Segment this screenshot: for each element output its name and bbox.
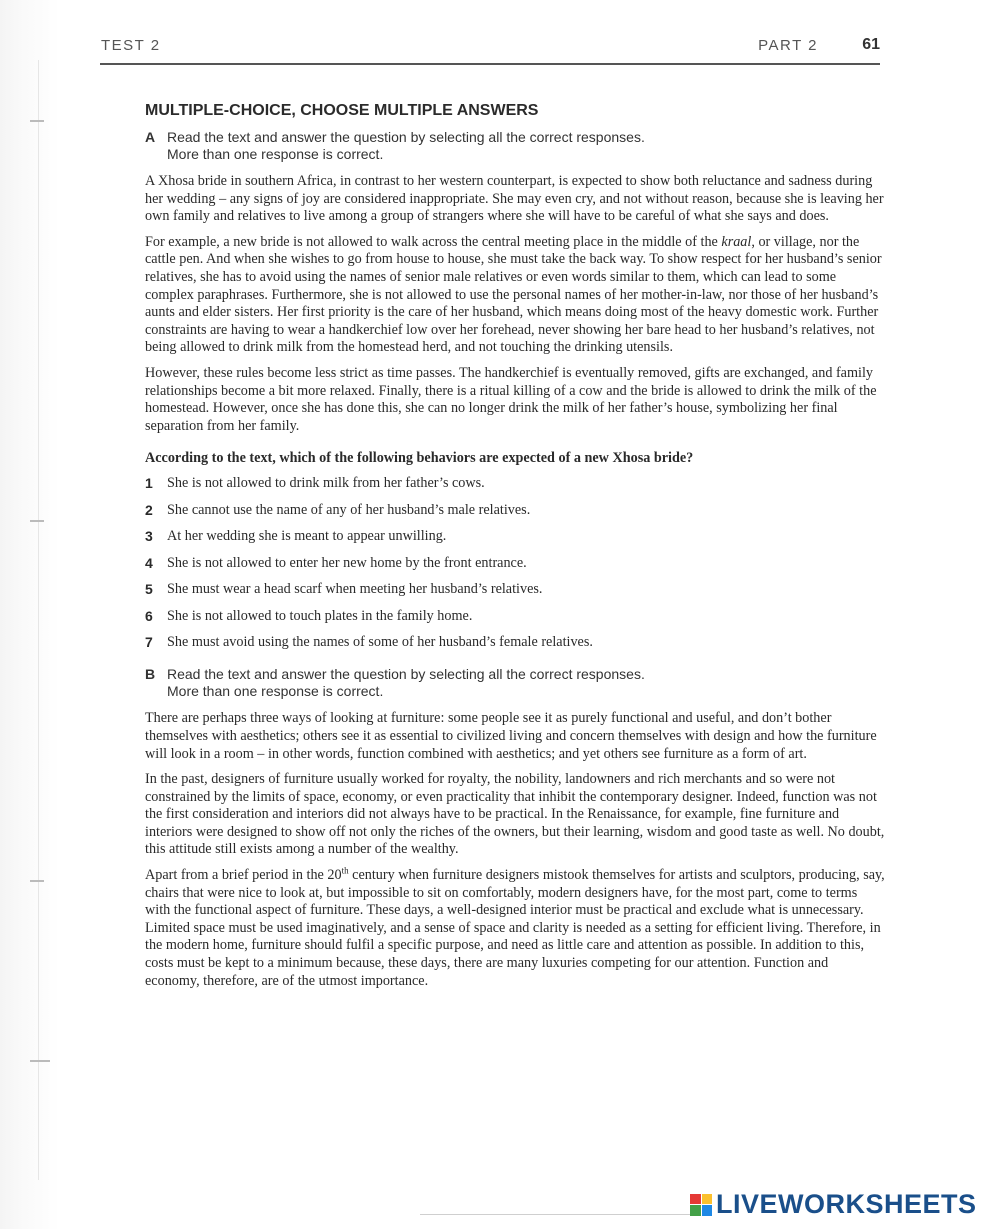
answer-option[interactable]	[145, 501, 885, 519]
watermark-text: LIVEWORKSHEETS	[716, 1189, 977, 1219]
task-a-paragraph-3: However, these rules become less strict as time passes. The handkerchief is eventually removed, gifts are exchanged, and family relationships become a bit more relaxed. Finally, there is a ritual killing of a cow and the bride is allowed to drink the milk of the homestead. However, once she has done this, she can no longer drink the milk of her father’s house, symbolizing her final separation from her family.	[145, 364, 877, 434]
spine-mark	[30, 1060, 50, 1062]
task-a-paragraph-1: A Xhosa bride in southern Africa, in contrast to her western counterpart, is expected to show both reluctance and sadness during her wedding – any signs of joy are considered inappropriate. She may even cry, and not without reason, because she is leaving her own family and relatives to live among a group of strangers where she will have to be careful of what she says and does.	[145, 173, 884, 225]
footer-rule	[420, 1214, 690, 1215]
option-text: At her wedding she is meant to appear unwilling.	[167, 528, 447, 545]
task-a-instruction-text	[167, 129, 645, 163]
logo-square	[690, 1205, 701, 1216]
logo-square	[702, 1205, 713, 1216]
option-number: 1	[145, 475, 153, 492]
answer-option[interactable]	[145, 580, 885, 598]
spine-mark	[30, 880, 44, 882]
option-text: She cannot use the name of any of her husband’s male relatives.	[167, 501, 531, 518]
task-b-paragraph-3	[145, 867, 885, 990]
option-text: She must avoid using the names of some of her husband’s female relatives.	[167, 634, 593, 651]
task-a-instruction-line1: Read the text and answer the question by selecting all the correct responses.	[167, 129, 645, 145]
answer-option[interactable]	[145, 633, 885, 651]
task-b-letter: B	[145, 666, 156, 683]
task-a-instruction	[145, 129, 885, 163]
option-text: She must wear a head scarf when meeting her husband’s relatives.	[167, 581, 543, 598]
option-text: She is not allowed to drink milk from her father’s cows.	[167, 475, 485, 492]
section-title: MULTIPLE-CHOICE, CHOOSE MULTIPLE ANSWERS	[145, 102, 539, 119]
task-b-paragraph-1: There are perhaps three ways of looking at furniture: some people see it as purely functional and useful, and don’t bother themselves with aesthetics; others see it as essential to civilized living and concern themselves with design and how the furniture will look in a room – in other words, function combined with aesthetics; and yet others see furniture as a form of art.	[145, 710, 877, 762]
answer-option[interactable]	[145, 527, 885, 545]
answer-option[interactable]	[145, 607, 885, 625]
task-a-instruction-line2: More than one response is correct.	[167, 146, 384, 162]
option-number: 5	[145, 581, 153, 598]
para2-text-before: For example, a new bride is not allowed to walk across the central meeting place in the middle of the	[145, 233, 722, 250]
task-a-options	[145, 474, 885, 651]
option-text: She is not allowed to touch plates in the family home.	[167, 607, 473, 624]
task-b-instruction-line2: More than one response is correct.	[167, 683, 384, 700]
para2-italic-word: kraal	[721, 233, 752, 250]
task-b-instruction-line1: Read the text and answer the question by selecting all the correct responses.	[167, 666, 645, 683]
liveworksheets-logo-icon	[690, 1194, 712, 1216]
para3-text-after: century when furniture designers mistook themselves for artists and sculptors, producing, say, chairs that were nice to look at, but impossible to sit on comfortably, modern designers have, for the most part, come to terms with the functional aspect of furniture. These days, a well-designed interior must be practical and exclude what is unnecessary. Limited space must be used imaginatively, and a sense of space and clarity is needed as a setting for efficient living. Therefore, in the modern home, furniture should fulfil a specific purpose, and need as little care and attention as possible. In addition to this, costs must be kept to a minimum because, these days, there are many luxuries competing for our attention. Function and economy, therefore, are of the utmost importance.	[145, 867, 885, 989]
spine-mark	[30, 520, 44, 522]
option-number: 4	[145, 554, 153, 571]
page-number: 61	[862, 36, 880, 53]
para2-text-after: , or village, nor the cattle pen. And when she wishes to go from house to house, she must take the back way. To show respect for her husband’s senior relatives, she has to avoid using the names of senior male relatives or even words similar to them, which can lead to some complex paraphrases. Furthermore, she is not allowed to use the personal names of her mother-in-law, nor those of her husband’s aunts and elder sisters. Her first priority is the care of her husband, which means doing most of the heavy domestic work. Further constraints are having to wear a handkerchief low over her forehead, never showing her bare head to her husband’s relatives, not being allowed to drink milk from the homestead herd, and not touching the drinking utensils.	[145, 233, 882, 356]
para3-text-before: Apart from a brief period in the 20	[145, 867, 342, 884]
option-number: 7	[145, 634, 153, 651]
header-rule	[100, 63, 880, 65]
task-a-question: According to the text, which of the following behaviors are expected of a new Xhosa bride?	[145, 450, 694, 467]
task-a-paragraph-2	[145, 234, 885, 357]
option-number: 3	[145, 528, 153, 545]
page-spine-shadow	[0, 0, 60, 1229]
task-b-paragraph-2: In the past, designers of furniture usually worked for royalty, the nobility, landowners and rich merchants and so were not constrained by the limits of space, economy, or even practicality that inhibit the contemporary designer. Indeed, function was not the first consideration and interiors did not always have to be practical. In the Renaissance, for example, fine furniture and interiors were designed to show off not only the riches of the owners, but their learning, wisdom and good taste as well. No doubt, this attitude still exists among a number of the wealthy.	[145, 771, 885, 858]
task-a-letter: A	[145, 129, 156, 145]
spine-mark	[30, 120, 44, 122]
logo-square	[690, 1194, 701, 1205]
spine-crease	[38, 60, 39, 1180]
task-b-instruction	[145, 666, 885, 700]
answer-option[interactable]	[145, 474, 885, 492]
test-label: TEST 2	[101, 37, 161, 54]
page-content	[145, 102, 885, 998]
part-label: PART 2	[758, 37, 818, 54]
task-b-instruction-text	[167, 666, 645, 700]
logo-square	[702, 1194, 713, 1205]
option-number: 2	[145, 501, 153, 518]
liveworksheets-watermark	[690, 1189, 977, 1220]
answer-option[interactable]	[145, 554, 885, 572]
ordinal-suffix: th	[341, 865, 349, 876]
option-number: 6	[145, 607, 153, 624]
option-text: She is not allowed to enter her new home by the front entrance.	[167, 554, 527, 571]
page-header	[100, 36, 880, 66]
